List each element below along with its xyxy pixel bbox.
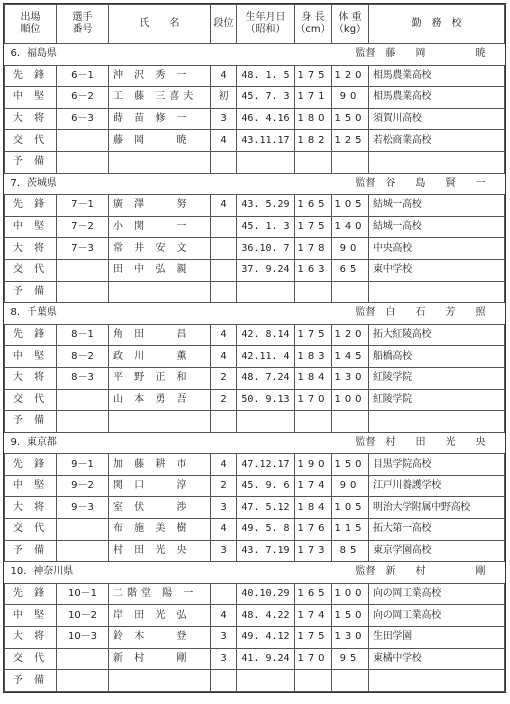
dan-cell bbox=[211, 583, 237, 605]
dan-cell: 3 bbox=[211, 648, 237, 670]
height-cell: 176 bbox=[295, 519, 332, 541]
weight-cell: 90 bbox=[332, 238, 369, 260]
height-cell: 178 bbox=[295, 238, 332, 260]
player-name-cell: 関 口 淳 bbox=[109, 475, 211, 497]
player-row bbox=[5, 497, 505, 519]
player-number-cell bbox=[57, 130, 109, 152]
player-row bbox=[5, 648, 505, 670]
team-header-row bbox=[5, 562, 505, 584]
position-cell: 中 堅 bbox=[5, 605, 57, 627]
player-number-cell: 9－1 bbox=[57, 454, 109, 476]
weight-cell: 100 bbox=[332, 389, 369, 411]
school-cell: 紅陵学院 bbox=[369, 389, 505, 411]
height-cell: 175 bbox=[295, 324, 332, 346]
dan-cell: 4 bbox=[211, 519, 237, 541]
height-cell: 175 bbox=[295, 216, 332, 238]
header-row bbox=[5, 5, 505, 44]
prefecture-name: 7．茨城県 bbox=[10, 177, 57, 189]
position-cell: 交 代 bbox=[5, 519, 57, 541]
team-header-row bbox=[5, 303, 505, 325]
weight-cell: 115 bbox=[332, 519, 369, 541]
player-name-cell: 工 藤 三喜夫 bbox=[109, 87, 211, 109]
birthdate-cell: 43.11.17 bbox=[237, 130, 295, 152]
height-cell bbox=[295, 281, 332, 303]
weight-cell: 90 bbox=[332, 87, 369, 109]
header-school: 勤 務 校 bbox=[369, 5, 505, 44]
birthdate-cell: 42.11. 4 bbox=[237, 346, 295, 368]
player-number-cell: 10－2 bbox=[57, 605, 109, 627]
position-cell: 大 将 bbox=[5, 497, 57, 519]
player-number-cell: 10－3 bbox=[57, 627, 109, 649]
player-row bbox=[5, 454, 505, 476]
birthdate-cell: 45. 7. 3 bbox=[237, 87, 295, 109]
height-cell: 171 bbox=[295, 87, 332, 109]
weight-cell: 150 bbox=[332, 454, 369, 476]
birthdate-cell: 45. 9. 6 bbox=[237, 475, 295, 497]
dan-cell: 初 bbox=[211, 87, 237, 109]
team-header bbox=[5, 173, 505, 195]
birthdate-cell: 50. 9.13 bbox=[237, 389, 295, 411]
weight-cell: 120 bbox=[332, 324, 369, 346]
weight-cell: 85 bbox=[332, 540, 369, 562]
position-cell: 中 堅 bbox=[5, 216, 57, 238]
birthdate-cell: 43. 7.19 bbox=[237, 540, 295, 562]
position-cell: 大 将 bbox=[5, 627, 57, 649]
height-cell: 174 bbox=[295, 605, 332, 627]
height-cell: 170 bbox=[295, 389, 332, 411]
position-cell: 大 将 bbox=[5, 367, 57, 389]
player-number-cell: 9－3 bbox=[57, 497, 109, 519]
player-name-cell: 村 田 光 央 bbox=[109, 540, 211, 562]
player-number-cell bbox=[57, 648, 109, 670]
position-cell: 予 備 bbox=[5, 540, 57, 562]
position-cell: 先 鋒 bbox=[5, 324, 57, 346]
height-cell: 165 bbox=[295, 583, 332, 605]
weight-cell: 95 bbox=[332, 648, 369, 670]
dan-cell: 4 bbox=[211, 130, 237, 152]
team-header-row bbox=[5, 173, 505, 195]
player-name-cell: 新 村 剛 bbox=[109, 648, 211, 670]
player-name-cell bbox=[109, 151, 211, 173]
position-cell: 先 鋒 bbox=[5, 454, 57, 476]
player-number-cell: 8－1 bbox=[57, 324, 109, 346]
school-cell: 相馬農業高校 bbox=[369, 87, 505, 109]
weight-cell: 120 bbox=[332, 65, 369, 87]
player-number-cell bbox=[57, 259, 109, 281]
team-header-row bbox=[5, 44, 505, 66]
height-cell: 174 bbox=[295, 475, 332, 497]
birthdate-cell: 45. 1. 3 bbox=[237, 216, 295, 238]
header-weight: 体 重 （kg） bbox=[332, 5, 369, 44]
player-name-cell: 田 中 弘 親 bbox=[109, 259, 211, 281]
school-cell: 東橘中学校 bbox=[369, 648, 505, 670]
dan-cell: 2 bbox=[211, 367, 237, 389]
player-name-cell: 蒔 苗 修 一 bbox=[109, 108, 211, 130]
school-cell: 紅陵学院 bbox=[369, 367, 505, 389]
dan-cell bbox=[211, 216, 237, 238]
player-name-cell: 山 本 勇 吾 bbox=[109, 389, 211, 411]
birthdate-cell bbox=[237, 151, 295, 173]
player-name-cell: 岸 田 光 弘 bbox=[109, 605, 211, 627]
player-row bbox=[5, 238, 505, 260]
player-number-cell: 6－1 bbox=[57, 65, 109, 87]
player-name-cell: 鈴 木 登 bbox=[109, 627, 211, 649]
school-cell: 江戸川養護学校 bbox=[369, 475, 505, 497]
player-row bbox=[5, 411, 505, 433]
coach bbox=[356, 178, 491, 190]
team-header-row bbox=[5, 432, 505, 454]
dan-cell bbox=[211, 238, 237, 260]
birthdate-cell: 49. 5. 8 bbox=[237, 519, 295, 541]
player-name-cell: 廣 澤 努 bbox=[109, 195, 211, 217]
player-row bbox=[5, 346, 505, 368]
position-cell: 交 代 bbox=[5, 389, 57, 411]
weight-cell: 100 bbox=[332, 583, 369, 605]
coach-name: 藤 岡 暁 bbox=[385, 48, 491, 59]
dan-cell: 2 bbox=[211, 389, 237, 411]
height-cell bbox=[295, 670, 332, 692]
player-row bbox=[5, 65, 505, 87]
dan-cell bbox=[211, 411, 237, 433]
dan-cell: 4 bbox=[211, 65, 237, 87]
school-cell: 目黒学院高校 bbox=[369, 454, 505, 476]
dan-cell: 4 bbox=[211, 195, 237, 217]
player-row bbox=[5, 519, 505, 541]
coach-name: 村 田 光 央 bbox=[385, 436, 491, 448]
player-number-cell bbox=[57, 519, 109, 541]
coach bbox=[356, 566, 491, 578]
position-cell: 大 将 bbox=[5, 238, 57, 260]
player-row bbox=[5, 540, 505, 562]
dan-cell bbox=[211, 259, 237, 281]
player-number-cell: 6－2 bbox=[57, 87, 109, 109]
dan-cell bbox=[211, 281, 237, 303]
school-cell: 相馬農業高校 bbox=[369, 65, 505, 87]
birthdate-cell: 47.12.17 bbox=[237, 454, 295, 476]
birthdate-cell: 48. 4.22 bbox=[237, 605, 295, 627]
player-number-cell bbox=[57, 540, 109, 562]
height-cell: 170 bbox=[295, 648, 332, 670]
position-cell: 予 備 bbox=[5, 281, 57, 303]
height-cell: 175 bbox=[295, 627, 332, 649]
player-name-cell: 室 伏 渉 bbox=[109, 497, 211, 519]
school-cell: 生田学園 bbox=[369, 627, 505, 649]
player-row bbox=[5, 108, 505, 130]
weight-cell: 90 bbox=[332, 475, 369, 497]
weight-cell: 150 bbox=[332, 108, 369, 130]
height-cell: 165 bbox=[295, 195, 332, 217]
height-cell bbox=[295, 411, 332, 433]
weight-cell bbox=[332, 411, 369, 433]
header-dan: 段位 bbox=[211, 5, 237, 44]
position-cell: 大 将 bbox=[5, 108, 57, 130]
player-row bbox=[5, 367, 505, 389]
weight-cell: 145 bbox=[332, 346, 369, 368]
player-number-cell: 8－2 bbox=[57, 346, 109, 368]
birthdate-cell bbox=[237, 281, 295, 303]
weight-cell: 130 bbox=[332, 627, 369, 649]
player-name-cell: 加 藤 耕 市 bbox=[109, 454, 211, 476]
school-cell: 東京学園高校 bbox=[369, 540, 505, 562]
player-number-cell bbox=[57, 670, 109, 692]
dan-cell: 2 bbox=[211, 475, 237, 497]
player-row bbox=[5, 195, 505, 217]
school-cell bbox=[369, 151, 505, 173]
coach bbox=[356, 48, 491, 60]
birthdate-cell bbox=[237, 670, 295, 692]
player-number-cell: 6－3 bbox=[57, 108, 109, 130]
player-row bbox=[5, 670, 505, 692]
weight-cell bbox=[332, 151, 369, 173]
dan-cell: 3 bbox=[211, 108, 237, 130]
weight-cell: 140 bbox=[332, 216, 369, 238]
position-cell: 先 鋒 bbox=[5, 583, 57, 605]
player-name-cell: 藤 岡 暁 bbox=[109, 130, 211, 152]
header-birth: 生年月日 （昭和） bbox=[237, 5, 295, 44]
dan-cell: 4 bbox=[211, 346, 237, 368]
weight-cell bbox=[332, 670, 369, 692]
roster-body bbox=[5, 44, 505, 692]
position-cell: 中 堅 bbox=[5, 346, 57, 368]
player-number-cell: 9－2 bbox=[57, 475, 109, 497]
weight-cell: 130 bbox=[332, 367, 369, 389]
player-name-cell: 布 施 美 樹 bbox=[109, 519, 211, 541]
position-cell: 中 堅 bbox=[5, 475, 57, 497]
player-name-cell bbox=[109, 281, 211, 303]
player-number-cell: 7－2 bbox=[57, 216, 109, 238]
school-cell: 東中学校 bbox=[369, 259, 505, 281]
position-cell: 交 代 bbox=[5, 648, 57, 670]
school-cell: 明治大学附属中野高校 bbox=[369, 497, 505, 519]
birthdate-cell: 40.10.29 bbox=[237, 583, 295, 605]
player-name-cell: 政 川 薫 bbox=[109, 346, 211, 368]
player-row bbox=[5, 605, 505, 627]
coach-label: 監督 bbox=[355, 436, 376, 448]
weight-cell: 65 bbox=[332, 259, 369, 281]
height-cell: 173 bbox=[295, 540, 332, 562]
team-header bbox=[5, 432, 505, 454]
player-name-cell: 平 野 正 和 bbox=[109, 367, 211, 389]
coach-name: 谷 島 賢 一 bbox=[385, 177, 491, 189]
player-number-cell bbox=[57, 389, 109, 411]
height-cell: 180 bbox=[295, 108, 332, 130]
player-name-cell bbox=[109, 670, 211, 692]
school-cell: 向の岡工業高校 bbox=[369, 583, 505, 605]
position-cell: 予 備 bbox=[5, 670, 57, 692]
player-row bbox=[5, 259, 505, 281]
player-row bbox=[5, 389, 505, 411]
school-cell: 結城一高校 bbox=[369, 216, 505, 238]
school-cell: 拓大紅陵高校 bbox=[369, 324, 505, 346]
player-name-cell: 角 田 昌 bbox=[109, 324, 211, 346]
prefecture-name: 9．東京都 bbox=[10, 436, 57, 448]
player-row bbox=[5, 475, 505, 497]
roster-sheet bbox=[3, 3, 506, 693]
dan-cell: 3 bbox=[211, 540, 237, 562]
coach bbox=[356, 307, 491, 319]
height-cell: 163 bbox=[295, 259, 332, 281]
weight-cell: 125 bbox=[332, 130, 369, 152]
weight-cell: 150 bbox=[332, 605, 369, 627]
team-header bbox=[5, 303, 505, 325]
school-cell bbox=[369, 670, 505, 692]
prefecture-name: 10．神奈川県 bbox=[10, 566, 74, 578]
player-name-cell: 二階堂 陽 一 bbox=[109, 583, 211, 605]
header-height: 身 長 （cm） bbox=[295, 5, 332, 44]
coach-name: 白 石 芳 照 bbox=[385, 307, 491, 319]
birthdate-cell: 48. 7.24 bbox=[237, 367, 295, 389]
school-cell: 向の岡工業高校 bbox=[369, 605, 505, 627]
weight-cell: 105 bbox=[332, 195, 369, 217]
player-number-cell: 10－1 bbox=[57, 583, 109, 605]
dan-cell: 4 bbox=[211, 605, 237, 627]
position-cell: 先 鋒 bbox=[5, 65, 57, 87]
dan-cell: 4 bbox=[211, 324, 237, 346]
height-cell: 175 bbox=[295, 65, 332, 87]
header-number: 選手 番号 bbox=[57, 5, 109, 44]
school-cell bbox=[369, 281, 505, 303]
school-cell: 中央高校 bbox=[369, 238, 505, 260]
coach-label: 監督 bbox=[355, 566, 376, 578]
player-number-cell: 7－3 bbox=[57, 238, 109, 260]
position-cell: 交 代 bbox=[5, 259, 57, 281]
school-cell bbox=[369, 411, 505, 433]
team-header bbox=[5, 562, 505, 584]
coach-label: 監督 bbox=[355, 307, 376, 319]
player-number-cell: 7－1 bbox=[57, 195, 109, 217]
coach-label: 監督 bbox=[355, 177, 376, 189]
birthdate-cell: 36.10. 7 bbox=[237, 238, 295, 260]
school-cell: 拓大第一高校 bbox=[369, 519, 505, 541]
birthdate-cell: 46. 4.16 bbox=[237, 108, 295, 130]
player-row bbox=[5, 216, 505, 238]
weight-cell: 105 bbox=[332, 497, 369, 519]
height-cell: 184 bbox=[295, 367, 332, 389]
height-cell bbox=[295, 151, 332, 173]
coach-label: 監督 bbox=[355, 48, 376, 59]
birthdate-cell: 43. 5.29 bbox=[237, 195, 295, 217]
position-cell: 予 備 bbox=[5, 151, 57, 173]
player-row bbox=[5, 87, 505, 109]
player-name-cell bbox=[109, 411, 211, 433]
dan-cell: 3 bbox=[211, 497, 237, 519]
birthdate-cell: 47. 5.12 bbox=[237, 497, 295, 519]
prefecture-name: 8．千葉県 bbox=[10, 307, 57, 319]
player-row bbox=[5, 130, 505, 152]
dan-cell bbox=[211, 670, 237, 692]
player-number-cell: 8－3 bbox=[57, 367, 109, 389]
player-row bbox=[5, 281, 505, 303]
dan-cell: 3 bbox=[211, 627, 237, 649]
birthdate-cell: 49. 4.12 bbox=[237, 627, 295, 649]
school-cell: 若松商業高校 bbox=[369, 130, 505, 152]
coach bbox=[356, 437, 491, 449]
player-name-cell: 小 関 一 bbox=[109, 216, 211, 238]
header-name: 氏 名 bbox=[109, 5, 211, 44]
school-cell: 結城一高校 bbox=[369, 195, 505, 217]
birthdate-cell: 42. 8.14 bbox=[237, 324, 295, 346]
school-cell: 船橋高校 bbox=[369, 346, 505, 368]
birthdate-cell: 41. 9.24 bbox=[237, 648, 295, 670]
height-cell: 190 bbox=[295, 454, 332, 476]
coach-name: 新 村 剛 bbox=[385, 566, 491, 578]
player-row bbox=[5, 627, 505, 649]
height-cell: 184 bbox=[295, 497, 332, 519]
player-name-cell: 沖 沢 秀 一 bbox=[109, 65, 211, 87]
birthdate-cell bbox=[237, 411, 295, 433]
player-number-cell bbox=[57, 151, 109, 173]
position-cell: 交 代 bbox=[5, 130, 57, 152]
position-cell: 先 鋒 bbox=[5, 195, 57, 217]
player-number-cell bbox=[57, 281, 109, 303]
player-number-cell bbox=[57, 411, 109, 433]
position-cell: 予 備 bbox=[5, 411, 57, 433]
team-header bbox=[5, 44, 505, 66]
birthdate-cell: 37. 9.24 bbox=[237, 259, 295, 281]
height-cell: 182 bbox=[295, 130, 332, 152]
header-order: 出場 順位 bbox=[5, 5, 57, 44]
player-name-cell: 常 井 安 文 bbox=[109, 238, 211, 260]
school-cell: 須賀川高校 bbox=[369, 108, 505, 130]
player-row bbox=[5, 583, 505, 605]
prefecture-name: 6．福島県 bbox=[10, 48, 57, 59]
birthdate-cell: 48. 1. 5 bbox=[237, 65, 295, 87]
player-row bbox=[5, 324, 505, 346]
position-cell: 中 堅 bbox=[5, 87, 57, 109]
dan-cell: 4 bbox=[211, 454, 237, 476]
weight-cell bbox=[332, 281, 369, 303]
player-row bbox=[5, 151, 505, 173]
dan-cell bbox=[211, 151, 237, 173]
roster-table bbox=[4, 4, 505, 692]
height-cell: 183 bbox=[295, 346, 332, 368]
